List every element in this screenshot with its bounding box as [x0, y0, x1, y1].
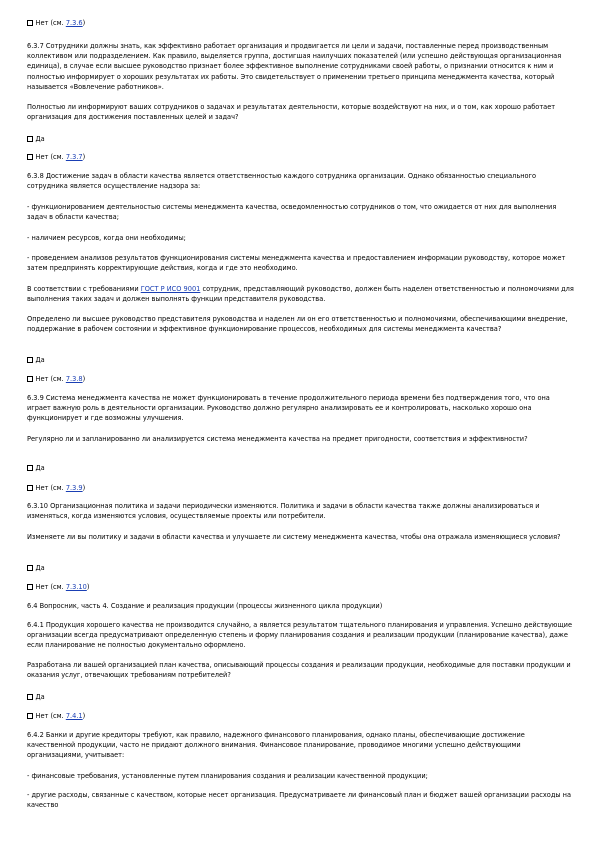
checkbox[interactable] — [27, 584, 33, 590]
paragraph: В соответствии с требованиями ГОСТ Р ИСО 9001 сотрудник, представляющий руководство, должен быть наделен ответственностью и полномочиями для выполнения таких задач и должен выполнять функции представителя руководства. — [27, 285, 574, 304]
option-yes: Да — [27, 463, 575, 473]
list-item: - функционированием деятельностью системы менеджмента качества, осведомленностью сотрудников о том, что ожидается от них для выполнения задач в области качества; — [27, 203, 557, 222]
question: Определено ли высшее руководство представителя руководства и наделен ли он его ответственностью и полномочиями, обеспечивающими внедрение, поддержание в рабочем состоянии и эффективное функционирование процессов, необходимых для системы менеджмента качества? — [27, 315, 568, 334]
checkbox[interactable] — [27, 694, 33, 700]
list-item: - финансовые требования, установленные путем планирования создания и реализации качественной продукции; — [27, 772, 428, 780]
paragraph: 6.4.1 Продукция хорошего качества не производится случайно, а является результатом тщательного планирования и управления. Успешно действующие организации всегда предусматривают определенную степень и форму планирования создания и реализации продукции (планирование качества), даже если планирование не полностью документально оформлено. — [27, 621, 573, 650]
checkbox[interactable] — [27, 136, 33, 142]
checkbox[interactable] — [27, 376, 33, 382]
checkbox[interactable] — [27, 154, 33, 160]
checkbox[interactable] — [27, 565, 33, 571]
checkbox[interactable] — [27, 465, 33, 471]
section-link[interactable]: 7.3.8 — [65, 375, 83, 383]
paragraph: 6.3.8 Достижение задач в области качества является ответственностью каждого сотрудника организации. Однако обязанностью специального сотрудника является осуществление надзора за: — [27, 172, 537, 191]
checkbox[interactable] — [27, 20, 33, 26]
question: Изменяете ли вы политику и задачи в области качества и улучшаете ли систему менеджмента качества, чтобы она отражала изменяющиеся условия? — [27, 533, 561, 541]
paragraph: 6.3.10 Организационная политика и задачи периодически изменяются. Политика и задачи в области качества также должны анализироваться и изменяться, когда изменяются условия, осуществляемые проекты или потребители. — [27, 502, 540, 521]
list-item: - проведением анализов результатов функционирования системы менеджмента качества и предоставлением информации руководству, которое может затем предпринять корректирующие действия, когда и где это необходимо. — [27, 254, 566, 273]
section-link[interactable]: 7.3.10 — [65, 583, 87, 591]
paragraph: 6.4.2 Банки и другие кредиторы требуют, как правило, надежного финансового планирования, однако планы, обеспечивающие достижение качественной продукции, часто не придают должного внимания. Финансовое планирование, проводимое многими успешно действующими организациями, учитывает: — [27, 731, 525, 760]
option-yes: Да — [27, 355, 575, 365]
section-link[interactable]: 7.4.1 — [65, 712, 83, 720]
option-yes: Да — [27, 134, 575, 144]
option-no: Нет (см. 7.3.10) — [27, 582, 575, 592]
checkbox[interactable] — [27, 713, 33, 719]
option-no: Нет (см. 7.4.1) — [27, 711, 575, 721]
question: Полностью ли информируют ваших сотрудников о задачах и результатах деятельности, которые воздействуют на них, и о том, как хорошо работает организация для достижения поставленных целей и задач? — [27, 103, 556, 122]
list-item: - наличием ресурсов, когда они необходимы; — [27, 234, 186, 242]
checkbox[interactable] — [27, 357, 33, 363]
paragraph: 6.3.9 Система менеджмента качества не может функционировать в течение продолжительного периода времени без подтверждения того, что она играет важную роль в деятельности организации. Руководство должно регулярно анализировать ее и контролировать, насколько хорошо она функционирует и где возможны улучшения. — [27, 394, 550, 423]
option-no: Нет (см. 7.3.6) — [27, 18, 575, 28]
section-link[interactable]: 7.3.6 — [65, 19, 83, 27]
question: Разработана ли вашей организацией план качества, описывающий процессы создания и реализации продукции, необходимые для поставки продукции и оказания услуг, отвечающих требованиям потребителей? — [27, 661, 571, 680]
paragraph: 6.3.7 Сотрудники должны знать, как эффективно работает организация и продвигается ли цели и задачи, поставленные перед производственным коллективом или подразделением. Как правило, выделяется группа, достигшая наилучших показателей (или успешно действующая организационная единица), в случае если высшее руководство признает более эффективное выполнение сотрудниками своей работы, о признании относится к ним и полностью информирует о хороших результатах их работы. Это свидетельствует о применении третьего принципа менеджмента качества, который называется «Вовлечение работников». — [27, 42, 562, 91]
section-heading: 6.4 Вопросник, часть 4. Создание и реализация продукции (процессы жизненного цикла продукции) — [27, 602, 383, 610]
list-item: - другие расходы, связанные с качеством, которые несет организация. Предусматриваете ли финансовый план и бюджет вашей организации расходы на качество — [27, 791, 572, 810]
option-no: Нет (см. 7.3.7) — [27, 152, 575, 162]
checkbox[interactable] — [27, 485, 33, 491]
option-yes: Да — [27, 563, 575, 573]
option-yes: Да — [27, 692, 575, 702]
section-link[interactable]: 7.3.9 — [65, 484, 83, 492]
standard-link[interactable]: ГОСТ Р ИСО 9001 — [140, 285, 201, 293]
section-link[interactable]: 7.3.7 — [65, 153, 83, 161]
option-no: Нет (см. 7.3.9) — [27, 483, 575, 493]
question: Регулярно ли и запланированно ли анализируется система менеджмента качества на предмет пригодности, соответствия и эффективности? — [27, 435, 528, 443]
option-no: Нет (см. 7.3.8) — [27, 374, 575, 384]
